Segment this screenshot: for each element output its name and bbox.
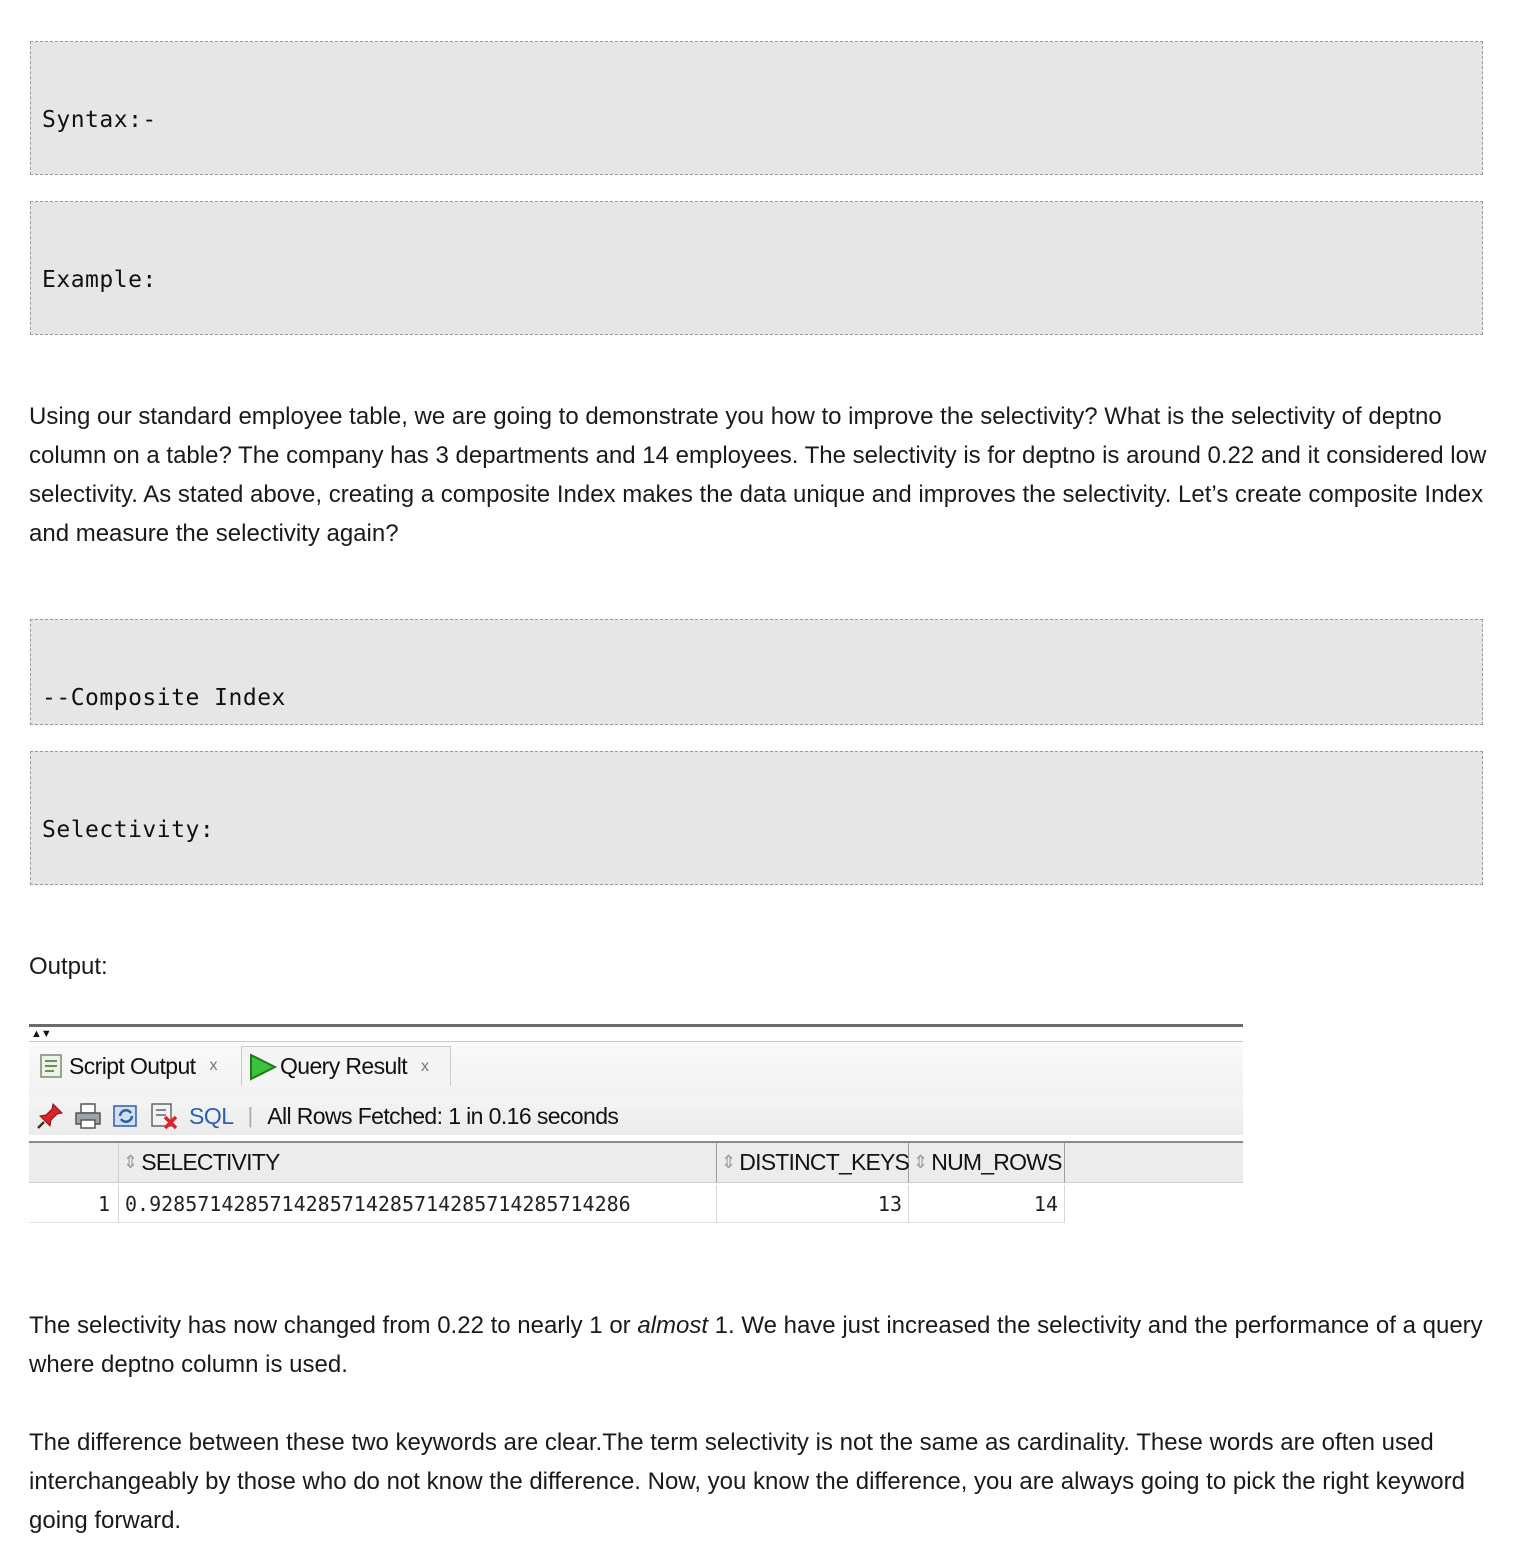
code-line: Syntax:- (42, 107, 157, 133)
script-output-icon (39, 1053, 65, 1079)
sort-icon[interactable]: ⇕ (913, 1152, 928, 1172)
cell-selectivity[interactable]: 0.9285714285714285714285714285714285714286 (119, 1185, 717, 1223)
selectivity-code-block (30, 751, 1483, 885)
example-code-block (30, 201, 1483, 335)
output-label: Output: (29, 953, 108, 980)
column-header-num-rows[interactable] (909, 1143, 1065, 1183)
column-header-label: DISTINCT_KEYS (739, 1149, 910, 1175)
print-icon[interactable] (73, 1101, 103, 1131)
column-header-distinct-keys[interactable] (717, 1143, 909, 1183)
conclusion-paragraph-1 (29, 1306, 1489, 1384)
row-number-header (29, 1143, 119, 1183)
pin-icon[interactable] (35, 1101, 65, 1131)
close-icon[interactable]: x (209, 1057, 217, 1074)
tab-label: Script Output (69, 1052, 196, 1079)
conclusion-paragraph-2: The difference between these two keywords are clear.The term selectivity is not the same as cardinality. These words are often used interchangeably by those who do not know the difference. Now, you know the difference, you are always going to pick the right keyword going forward. (29, 1429, 1465, 1534)
sql-link[interactable]: SQL (189, 1102, 234, 1129)
row-number-cell: 1 (29, 1185, 119, 1223)
result-grid (29, 1141, 1243, 1229)
toolbar-separator: | (247, 1103, 254, 1128)
composite-index-code-block (30, 619, 1483, 725)
code-line: Selectivity: (42, 817, 215, 843)
column-header-label: SELECTIVITY (141, 1149, 280, 1175)
sort-icon[interactable]: ⇕ (123, 1152, 138, 1172)
result-tab-bar (29, 1041, 1243, 1129)
close-icon[interactable]: x (421, 1057, 429, 1075)
tab-query-result[interactable] (241, 1046, 451, 1086)
tab-script-output[interactable] (33, 1046, 223, 1086)
result-toolbar (29, 1097, 1243, 1135)
emphasis-text: almost (637, 1312, 709, 1339)
column-header-label: NUM_ROWS (931, 1149, 1062, 1175)
cell-num-rows[interactable]: 14 (909, 1185, 1065, 1223)
intro-paragraph: Using our standard employee table, we are going to demonstrate you how to improve the selectivity? What is the selectivity of deptno column on a table? The company has 3 departments and 14 employees. The selectivity is for deptno is around 0.22 and it considered low selectivity. As stated above, creating a composite Index makes the data unique and improves the selectivity. Let’s create composite Index and measure the selectivity again? (29, 403, 1487, 547)
code-line: --Composite Index (42, 685, 286, 711)
text-run: The selectivity has now changed from 0.22 to nearly 1 or (29, 1312, 638, 1339)
clear-icon[interactable] (149, 1101, 179, 1131)
collapse-arrows-icon[interactable]: ▲▼ (31, 1028, 51, 1040)
refresh-icon[interactable] (111, 1101, 141, 1131)
tab-label: Query Result (280, 1053, 408, 1079)
column-header-selectivity[interactable] (119, 1143, 717, 1183)
query-result-panel (29, 1024, 1243, 1230)
fetch-status: All Rows Fetched: 1 in 0.16 seconds (267, 1102, 619, 1129)
run-triangle-icon (248, 1053, 278, 1081)
text-run: 1. We have just increased the selectivity and the performance of a query where deptno column is used. (29, 1312, 1483, 1378)
syntax-code-block (30, 41, 1483, 175)
cell-distinct-keys[interactable]: 13 (717, 1185, 909, 1223)
sort-icon[interactable]: ⇕ (721, 1152, 736, 1172)
code-line: Example: (42, 267, 157, 293)
grid-header-filler (1065, 1143, 1243, 1183)
